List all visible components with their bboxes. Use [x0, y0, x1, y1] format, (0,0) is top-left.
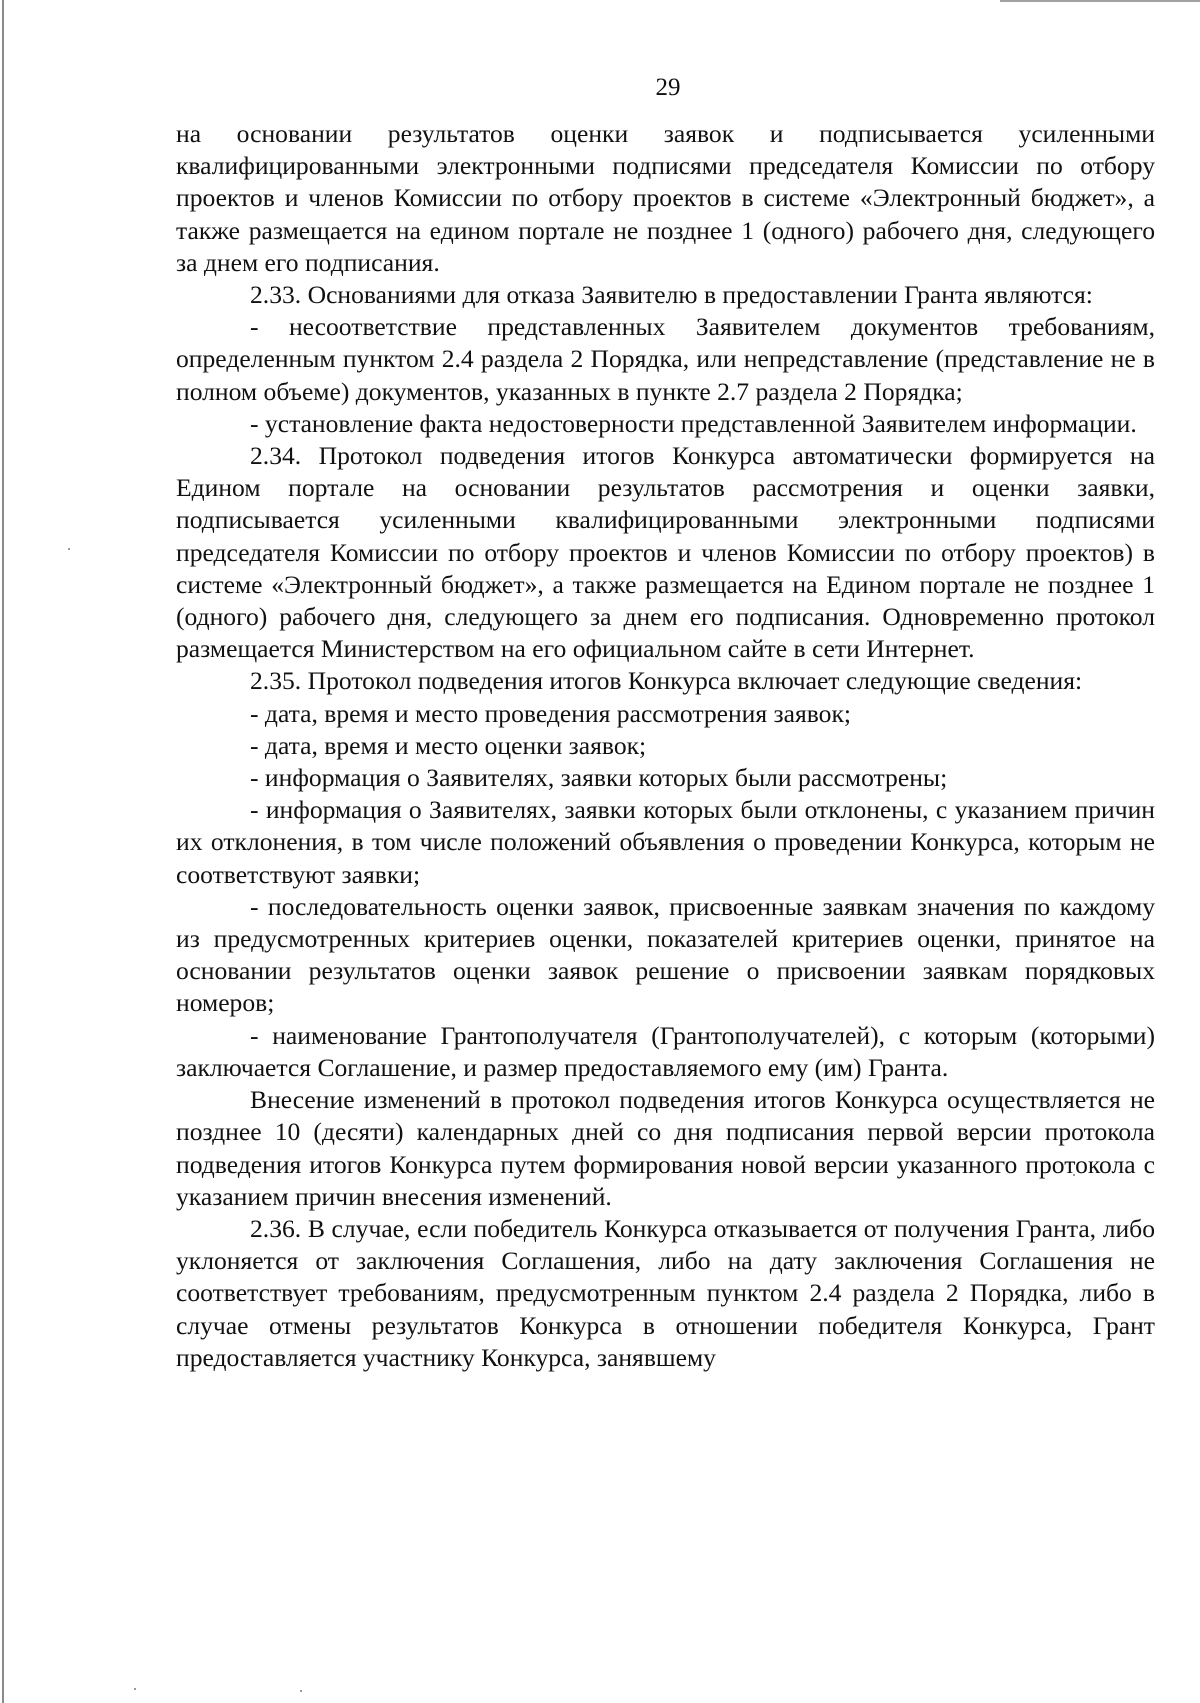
clause-2-34: 2.34. Протокол подведения итогов Конкурса автоматически формируется на Едином портале на основании результатов рассмотрения и оценки заявки, подписывается усиленными квалифицированными электронными подписями председателя Комиссии по отбору проектов и членов Комиссии по отбору проектов) в системе «Электронный бюджет», а также размещается на Едином портале не позднее 1 (одного) рабочего дня, следующего за днем его подписания. Одновременно протокол размещается Министерством на его официальном сайте в сети Интернет. — [176, 441, 1155, 664]
list-item: - наименование Грантополучателя (Грантополучателей), с которым (которыми) заключается Соглашение, и размер предоставляемого ему (им) Гранта. — [176, 1020, 1155, 1082]
list-item: - информация о Заявителях, заявки которых были отклонены, с указанием причин их отклонения, в том числе положений объявления о проведении Конкурса, которым не соответствуют заявки; — [176, 795, 1155, 889]
clause-2-36: 2.36. В случае, если победитель Конкурса отказывается от получения Гранта, либо уклоняется от заключения Соглашения, либо на дату заключения Соглашения не соответствует требованиям, предусмотренным пунктом 2.4 раздела 2 Порядка, либо в случае отмены результатов Конкурса в отношении победителя Конкурса, Грант предоставляется участнику Конкурса, занявшему — [176, 1213, 1155, 1372]
clause-2-35: 2.35. Протокол подведения итогов Конкурса включает следующие сведения: — [250, 666, 1083, 696]
scan-speck — [134, 1688, 136, 1690]
list-item: - установление факта недостоверности представленной Заявителем информации. — [250, 408, 1137, 438]
clause-2-33: 2.33. Основаниями для отказа Заявителю в предоставлении Гранта являются: — [250, 280, 1093, 310]
scan-speck — [300, 1690, 302, 1692]
scan-speck — [68, 548, 70, 550]
paragraph: Внесение изменений в протокол подведения итогов Конкурса осуществляется не позднее 10 (десяти) календарных дней со дня подписания первой версии протокола подведения итогов Конкурса путем формирования новой версии указанного протокола с указанием причин внесения изменений. — [176, 1085, 1155, 1211]
list-item: - несоответствие представленных Заявителем документов требованиям, определенным пунктом 2.4 раздела 2 Порядка, или непредставление (представление не в полном объеме) документов, указанных в пункте 2.7 раздела 2 Порядка; — [176, 312, 1155, 406]
list-item: - дата, время и место проведения рассмотрения заявок; — [250, 698, 852, 728]
list-item: - последовательность оценки заявок, присвоенные заявкам значения по каждому из предусмотренных критериев оценки, показателей критериев оценки, принятое на основании результатов оценки заявок решение о присвоении заявкам порядковых номеров; — [176, 891, 1155, 1018]
paragraph-continuation: на основании результатов оценки заявок и подписывается усиленными квалифицированными электронными подписями председателя Комиссии по отбору проектов и членов Комиссии по отбору проектов в системе «Электронный бюджет», а также размещается на едином портале не позднее 1 (одного) рабочего дня, следующего за днем его подписания. — [176, 119, 1155, 277]
scan-edge-top — [1000, 0, 1200, 2]
document-body — [176, 118, 1155, 1374]
scan-edge-left — [2, 0, 4, 1703]
list-item: - информация о Заявителях, заявки которых были рассмотрены; — [250, 763, 948, 793]
page-number: 29 — [655, 74, 681, 101]
list-item: - дата, время и место оценки заявок; — [250, 730, 647, 760]
